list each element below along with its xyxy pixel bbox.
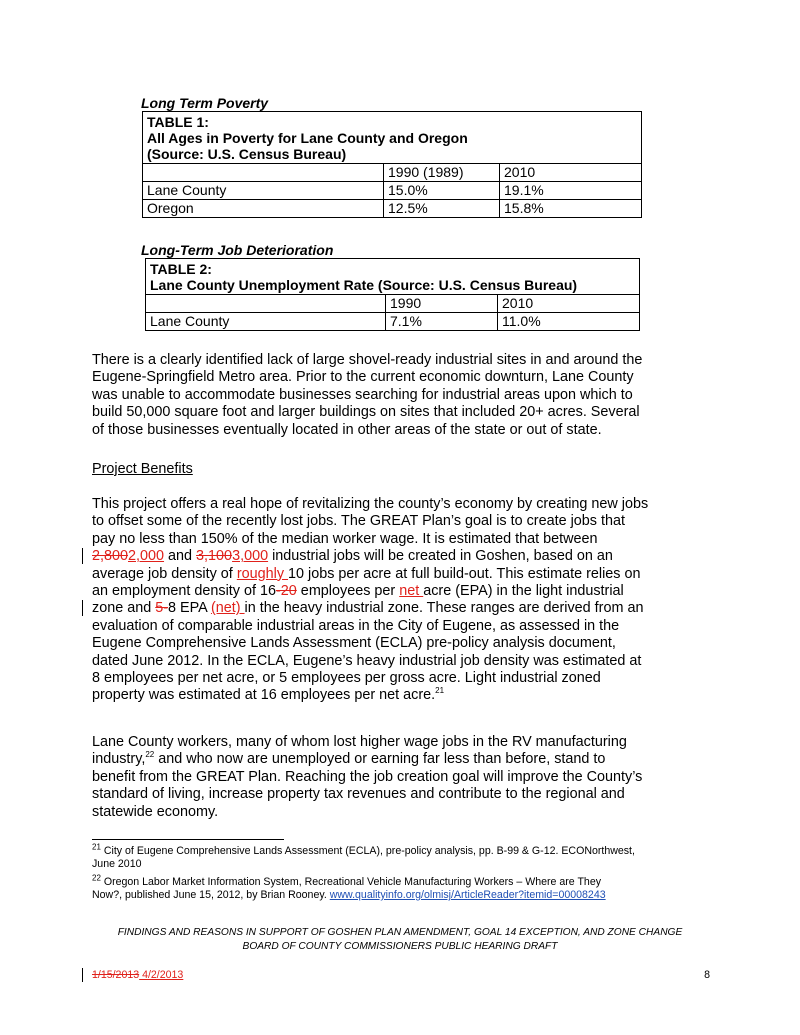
table1-col-1990: 1990 (1989): [384, 164, 500, 182]
footnote-text: Now?, published June 15, 2012, by Brian Rooney.: [92, 889, 330, 901]
footer-line-2: BOARD OF COUNTY COMMISSIONERS PUBLIC HEARING DRAFT: [242, 941, 558, 952]
text: average job density of: [92, 565, 237, 582]
paragraph-line: [92, 583, 712, 600]
paragraph-line: [92, 548, 712, 565]
footer-date: [92, 968, 183, 982]
table2-col-2010: 2010: [498, 295, 640, 313]
table-poverty: [142, 111, 642, 218]
deleted-text: -20: [276, 583, 297, 600]
text: in the heavy industrial zone. These ranges are derived from an: [244, 600, 644, 617]
deleted-text: 3,100: [196, 548, 233, 565]
paragraph-line: of those businesses eventually located in other areas of the state or out of state.: [92, 421, 602, 438]
inserted-text: 3,000: [232, 548, 269, 565]
footnote-number: 21: [92, 842, 101, 852]
paragraph-line: dated June 2012. In the ECLA, Eugene’s heavy industrial job density was estimated at: [92, 652, 642, 669]
table1-title: TABLE 1:: [147, 114, 209, 130]
heading-project-benefits: Project Benefits: [92, 461, 193, 477]
table1-header: [143, 112, 642, 164]
table2-row-label: Lane County: [146, 313, 386, 331]
paragraph-line: 8 employees per net acre, or 5 employees per gross acre. Light industrial zoned: [92, 670, 601, 687]
section-title-long-term-poverty: Long Term Poverty: [141, 95, 269, 111]
paragraph-project-benefits: [92, 496, 712, 705]
text: and who now are unemployed or earning far less than before, stand to: [154, 751, 606, 768]
paragraph-line: statewide economy.: [92, 803, 219, 820]
text: 8 EPA: [168, 600, 211, 617]
table1-source: (Source: U.S. Census Bureau): [147, 146, 347, 162]
table-row: [146, 313, 640, 331]
paragraph-line: to offset some of the recently lost jobs. The GREAT Plan’s goal is to create jobs that: [92, 513, 626, 530]
section-title-job-deterioration: Long-Term Job Deterioration: [141, 242, 334, 258]
table1-row-label: Oregon: [143, 200, 384, 218]
table1-row-label: Lane County: [143, 182, 384, 200]
paragraph-line: benefit from the GREAT Plan. Reaching the job creation goal will improve the County’s: [92, 768, 643, 785]
paragraph-line: There is a clearly identified lack of large shovel-ready industrial sites in and around the: [92, 352, 643, 368]
table2-col-1990: 1990: [386, 295, 498, 313]
footnote-number: 22: [92, 873, 101, 883]
inserted-date: 4/2/2013: [139, 969, 184, 981]
paragraph-line: [92, 600, 712, 617]
table2-subtitle: Lane County Unemployment Rate (Source: U.S. Census Bureau): [150, 277, 578, 293]
table1-cell: 15.0%: [384, 182, 500, 200]
table-row: [143, 164, 642, 182]
table-row: [146, 295, 640, 313]
footnote-separator: [92, 839, 284, 840]
text: and: [164, 548, 197, 565]
table1-subtitle: All Ages in Poverty for Lane County and Oregon: [147, 130, 468, 146]
revision-bar: [82, 968, 83, 982]
text: an employment density of 16: [92, 583, 276, 600]
table2-cell: 11.0%: [498, 313, 640, 331]
footnote-ref-21[interactable]: 21: [435, 686, 445, 696]
table1-cell: 19.1%: [500, 182, 642, 200]
inserted-text: 2,000: [128, 548, 165, 565]
paragraph-line: Eugene-Springfield Metro area. Prior to the current economic downturn, Lane County: [92, 369, 634, 386]
paragraph-lane-county-workers: [92, 734, 712, 821]
table-row: [143, 182, 642, 200]
table1-col-2010: 2010: [500, 164, 642, 182]
footnote-link[interactable]: www.qualityinfo.org/olmisj/ArticleReader?itemid=00008243: [329, 889, 606, 901]
inserted-text: roughly: [236, 565, 289, 582]
text: zone and: [92, 600, 156, 617]
table-row: [143, 200, 642, 218]
revision-bar: [82, 600, 83, 616]
revision-bar: [82, 548, 83, 564]
paragraph-line: [92, 566, 712, 583]
paragraph-industrial-sites: [92, 352, 712, 439]
footnote-text: June 2010: [92, 858, 142, 870]
footnote-text: City of Eugene Comprehensive Lands Assessment (ECLA), pre-policy analysis, pp. B-99 & G-12. ECONorthwest,: [100, 845, 635, 857]
inserted-text: (net): [210, 600, 245, 617]
footer-line-1: FINDINGS AND REASONS IN SUPPORT OF GOSHEN PLAN AMENDMENT, GOAL 14 EXCEPTION, AND ZONE CHANGE: [117, 927, 683, 938]
footnote-22: [92, 873, 606, 902]
deleted-date: 1/15/2013: [92, 969, 140, 981]
footnote-text: Oregon Labor Market Information System, Recreational Vehicle Manufacturing Workers – Where are They: [100, 876, 602, 888]
text: industrial jobs will be created in Goshen, based on an: [268, 548, 613, 565]
table2-title: TABLE 2:: [150, 261, 212, 277]
page-number: 8: [704, 969, 710, 981]
paragraph-line: [92, 687, 712, 704]
paragraph-line: was unable to accommodate businesses searching for industrial areas upon which to: [92, 386, 633, 403]
paragraph-line: This project offers a real hope of revitalizing the county’s economy by creating new jobs: [92, 496, 649, 512]
table1-cell: 12.5%: [384, 200, 500, 218]
page-footer: [90, 926, 710, 954]
inserted-text: net: [399, 583, 424, 600]
table-unemployment: [145, 258, 640, 331]
paragraph-line: [92, 751, 712, 768]
paragraph-line: build 50,000 square foot and larger buildings on sites that included 20+ acres. Several: [92, 404, 640, 421]
paragraph-line: Eugene Comprehensive Lands Assessment (ECLA) pre-policy analysis document,: [92, 635, 616, 652]
text: industry,: [92, 751, 146, 768]
paragraph-line: Lane County workers, many of whom lost higher wage jobs in the RV manufacturing: [92, 734, 627, 750]
text: acre (EPA) in the light industrial: [423, 583, 624, 600]
table2-header: [146, 259, 640, 295]
paragraph-line: pay no less than 150% of the median worker wage. It is estimated that between: [92, 530, 598, 547]
paragraph-line: standard of living, increase property tax revenues and contribute to the regional and: [92, 786, 625, 803]
text: employees per: [296, 583, 400, 600]
footnote-ref-22[interactable]: 22: [145, 750, 155, 760]
text: 10 jobs per acre at full build-out. This estimate relies on: [288, 565, 641, 582]
table2-cell: 7.1%: [386, 313, 498, 331]
deleted-text: 2,800: [92, 548, 129, 565]
paragraph-line: evaluation of comparable industrial areas in the City of Eugene, as assessed in the: [92, 617, 620, 634]
text: property was estimated at 16 employees per net acre.: [92, 687, 436, 704]
table1-cell: 15.8%: [500, 200, 642, 218]
footnote-21: [92, 842, 635, 871]
deleted-text: 5-: [155, 600, 169, 617]
